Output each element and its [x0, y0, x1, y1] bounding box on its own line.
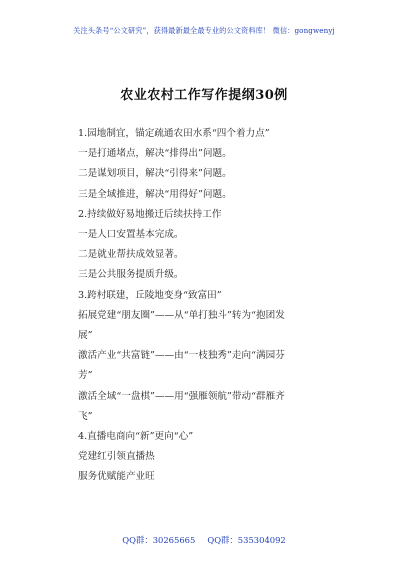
body-line: 激活产业“共富链”——由“一枝独秀”走向“满园芬 — [78, 350, 285, 362]
body-line: 展” — [78, 330, 93, 342]
body-line: 激活全域“一盘棋”——用“强雁领航”带动“群雁齐 — [78, 390, 285, 402]
body-line: 芳” — [78, 370, 93, 382]
body-line: 一是打通堵点，解决“排得出”问题。 — [78, 148, 232, 160]
body-line: 二是就业帮扶成效显著。 — [78, 249, 184, 261]
body-line: 二是谋划项目，解决“引得来”问题。 — [78, 168, 232, 180]
body-line: 三是全域推进，解决“用得好”问题。 — [78, 188, 232, 200]
document-body — [78, 124, 344, 488]
body-line: 飞” — [78, 410, 93, 422]
body-line: 拓展党建“朋友圈”——从“单打独斗”转为“抱团发 — [78, 309, 285, 321]
section-heading-2: 2.持续做好易地搬迁后续扶持工作 — [78, 208, 222, 220]
footer-contact — [0, 534, 408, 546]
body-line: 党建红引领直播热 — [78, 451, 155, 463]
qq-group-2: QQ群：535304092 — [207, 535, 286, 545]
section-heading-4: 4.直播电商向“新”更向“心” — [78, 431, 194, 443]
section-heading-3: 3.跨村联建，丘陵地变身“致富田” — [78, 289, 222, 301]
document-title: 农业农村工作写作提纲30例 — [120, 88, 288, 103]
body-line: 三是公共服务提质升级。 — [78, 269, 184, 281]
body-line: 一是人口安置基本完成。 — [78, 229, 184, 241]
header-banner: 关注头条号“公文研究”，获得最新最全最专业的公文资料库！ 微信：gongwenyj — [73, 26, 335, 35]
section-heading-1: 1.园地制宜，锚定疏通农田水系“四个着力点” — [78, 128, 270, 139]
qq-group-1: QQ群：30265665 — [122, 535, 196, 545]
body-line: 服务优赋能产业旺 — [78, 471, 155, 483]
